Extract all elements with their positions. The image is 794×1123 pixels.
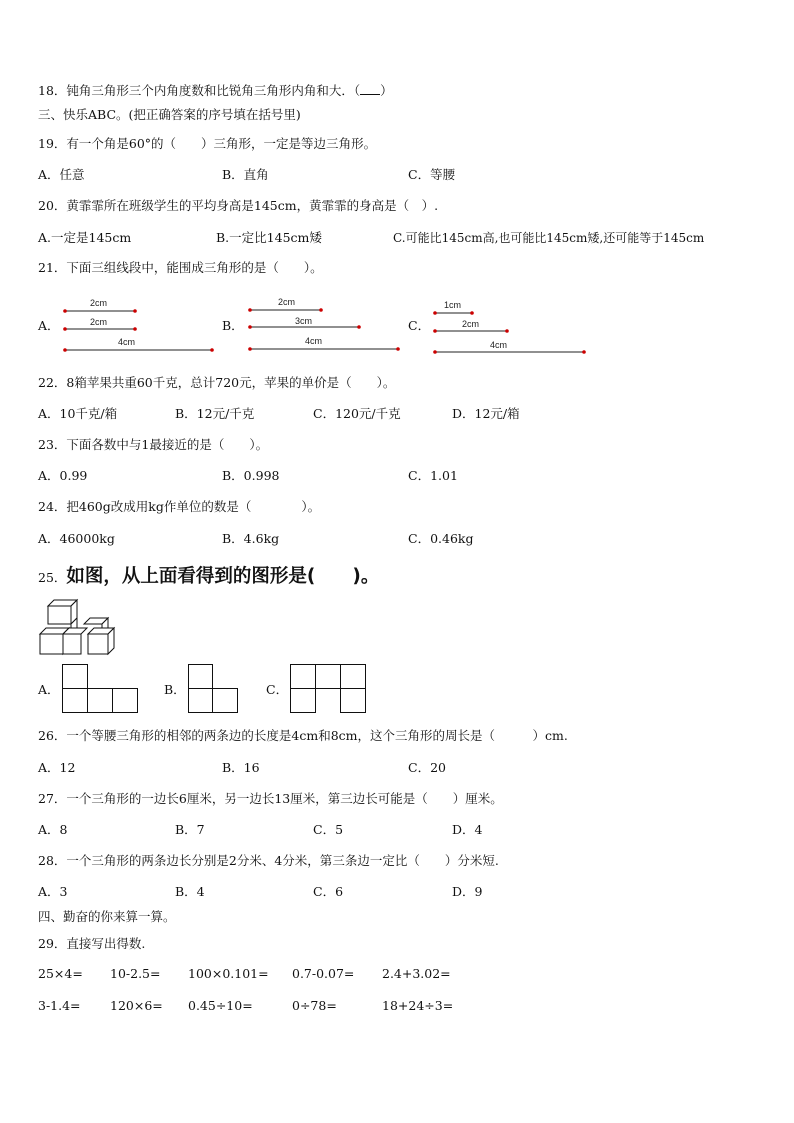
q20-option-c[interactable]: C.可能比145cm高,也可能比145cm矮,还可能等于145cm bbox=[393, 231, 705, 245]
q21-option-a[interactable]: A． bbox=[38, 318, 60, 333]
calc-item[interactable]: 25×4= bbox=[38, 966, 83, 981]
segment-endpoint bbox=[248, 325, 252, 329]
q22-option-d[interactable]: D．12元/箱 bbox=[452, 406, 520, 421]
question-21-text: 21．下面三组线段中，能围成三角形的是（ ）。 bbox=[38, 260, 323, 275]
segment-endpoint bbox=[63, 348, 67, 352]
segment-group-c bbox=[433, 300, 586, 354]
segment-label: 2cm bbox=[90, 298, 108, 308]
q19-option-a[interactable]: A．任意 bbox=[38, 167, 85, 182]
segment-endpoint bbox=[582, 350, 586, 354]
question-25-number: 25． bbox=[38, 570, 67, 585]
calc-item[interactable]: 120×6= bbox=[110, 998, 163, 1013]
section-4-heading: 四、勤奋的你来算一算。 bbox=[38, 909, 176, 924]
q20-option-b[interactable]: B.一定比145cm矮 bbox=[216, 230, 322, 245]
calc-item[interactable]: 0.7-0.07= bbox=[292, 966, 355, 981]
question-19-text: 19．有一个角是60°的（ ）三角形，一定是等边三角形。 bbox=[38, 136, 377, 151]
q27-option-b[interactable]: B．7 bbox=[175, 822, 205, 837]
q24-option-b[interactable]: B．4.6kg bbox=[222, 531, 280, 546]
segment-endpoint bbox=[248, 308, 252, 312]
q23-option-a[interactable]: A．0.99 bbox=[38, 468, 88, 483]
q26-option-c[interactable]: C．20 bbox=[408, 760, 446, 775]
q27-option-d[interactable]: D．4 bbox=[452, 822, 483, 837]
segment-label: 4cm bbox=[118, 337, 136, 347]
q28-option-d[interactable]: D．9 bbox=[452, 884, 483, 899]
calc-item[interactable]: 10-2.5= bbox=[110, 966, 161, 981]
q23-option-b[interactable]: B．0.998 bbox=[222, 468, 280, 483]
question-25 bbox=[38, 562, 379, 588]
calc-item[interactable]: 0÷78= bbox=[292, 998, 337, 1013]
cube-stack-figure bbox=[36, 598, 126, 658]
calc-item[interactable]: 3-1.4= bbox=[38, 998, 81, 1013]
q26-option-a[interactable]: A．12 bbox=[38, 760, 76, 775]
q27-option-c[interactable]: C．5 bbox=[313, 822, 344, 837]
segment-endpoint bbox=[63, 309, 67, 313]
segment-group-b bbox=[248, 297, 400, 351]
q25-option-a-figure bbox=[62, 664, 138, 714]
question-18-text: 18．钝角三角形三个内角度数和比锐角三角形内角和大．（ bbox=[38, 83, 361, 98]
segment-group-a bbox=[63, 298, 214, 352]
segment-endpoint bbox=[133, 309, 137, 313]
question-24-text: 24．把460g改成用kg作单位的数是（ ）。 bbox=[38, 499, 321, 514]
calc-item[interactable]: 18+24÷3= bbox=[382, 998, 454, 1013]
segment-endpoint bbox=[433, 311, 437, 315]
segment-endpoint bbox=[210, 348, 214, 352]
q20-option-a[interactable]: A.一定是145cm bbox=[38, 230, 132, 245]
segment-endpoint bbox=[248, 347, 252, 351]
q19-option-b[interactable]: B．直角 bbox=[222, 167, 269, 182]
q21-option-c[interactable]: C． bbox=[408, 318, 431, 333]
segment-label: 1cm bbox=[444, 300, 462, 310]
q21-option-b[interactable]: B． bbox=[222, 318, 244, 333]
question-22-text: 22．8箱苹果共重60千克，总计720元，苹果的单价是（ ）。 bbox=[38, 375, 396, 390]
q25-option-a[interactable]: A． bbox=[38, 682, 60, 697]
segment-label: 2cm bbox=[278, 297, 296, 307]
segment-endpoint bbox=[396, 347, 400, 351]
q25-option-b-figure bbox=[188, 664, 240, 714]
q25-option-c[interactable]: C． bbox=[266, 682, 289, 697]
segment-endpoint bbox=[319, 308, 323, 312]
q28-option-b[interactable]: B．4 bbox=[175, 884, 205, 899]
segment-endpoint bbox=[470, 311, 474, 315]
q25-option-c-figure bbox=[290, 664, 368, 714]
segment-label: 4cm bbox=[490, 340, 508, 350]
q21-segment-figures bbox=[0, 0, 794, 400]
segment-endpoint bbox=[433, 350, 437, 354]
q25-option-b[interactable]: B． bbox=[164, 682, 186, 697]
segment-endpoint bbox=[433, 329, 437, 333]
question-20-text: 20．黄霏霏所在班级学生的平均身高是145cm，黄霏霏的身高是（ ）. bbox=[38, 198, 439, 213]
segment-endpoint bbox=[133, 327, 137, 331]
question-26-text: 26．一个等腰三角形的相邻的两条边的长度是4cm和8cm，这个三角形的周长是（ ）cm. bbox=[38, 728, 568, 743]
segment-label: 4cm bbox=[305, 336, 323, 346]
question-18-tail: ） bbox=[380, 83, 393, 98]
q24-option-a[interactable]: A．46000kg bbox=[38, 531, 115, 546]
q22-option-a[interactable]: A．10千克/箱 bbox=[38, 406, 118, 421]
q24-option-c[interactable]: C．0.46kg bbox=[408, 531, 474, 546]
segment-label: 2cm bbox=[90, 317, 108, 327]
question-23-text: 23．下面各数中与1最接近的是（ ）。 bbox=[38, 437, 269, 452]
q19-option-c[interactable]: C．等腰 bbox=[408, 167, 456, 182]
q28-option-c[interactable]: C．6 bbox=[313, 884, 344, 899]
q22-option-b[interactable]: B．12元/千克 bbox=[175, 406, 255, 421]
q26-option-b[interactable]: B．16 bbox=[222, 760, 260, 775]
calc-item[interactable]: 2.4+3.02= bbox=[382, 966, 451, 981]
q28-option-a[interactable]: A．3 bbox=[38, 884, 68, 899]
segment-endpoint bbox=[63, 327, 67, 331]
q27-option-a[interactable]: A．8 bbox=[38, 822, 68, 837]
question-29-text: 29．直接写出得数. bbox=[38, 936, 146, 951]
calc-item[interactable]: 100×0.101= bbox=[188, 966, 269, 981]
question-25-text: 如图，从上面看得到的图形是( )。 bbox=[66, 566, 380, 587]
segment-endpoint bbox=[505, 329, 509, 333]
section-3-heading: 三、快乐ABC。(把正确答案的序号填在括号里) bbox=[38, 107, 301, 122]
segment-endpoint bbox=[357, 325, 361, 329]
q22-option-c[interactable]: C．120元/千克 bbox=[313, 406, 401, 421]
q23-option-c[interactable]: C．1.01 bbox=[408, 468, 458, 483]
segment-label: 3cm bbox=[295, 316, 313, 326]
question-28-text: 28．一个三角形的两条边长分别是2分米、4分米，第三条边一定比（ ）分米短. bbox=[38, 853, 499, 868]
question-27-text: 27．一个三角形的一边长6厘米，另一边长13厘米，第三边长可能是（ ）厘米。 bbox=[38, 791, 503, 806]
calc-item[interactable]: 0.45÷10= bbox=[188, 998, 253, 1013]
segment-label: 2cm bbox=[462, 319, 480, 329]
